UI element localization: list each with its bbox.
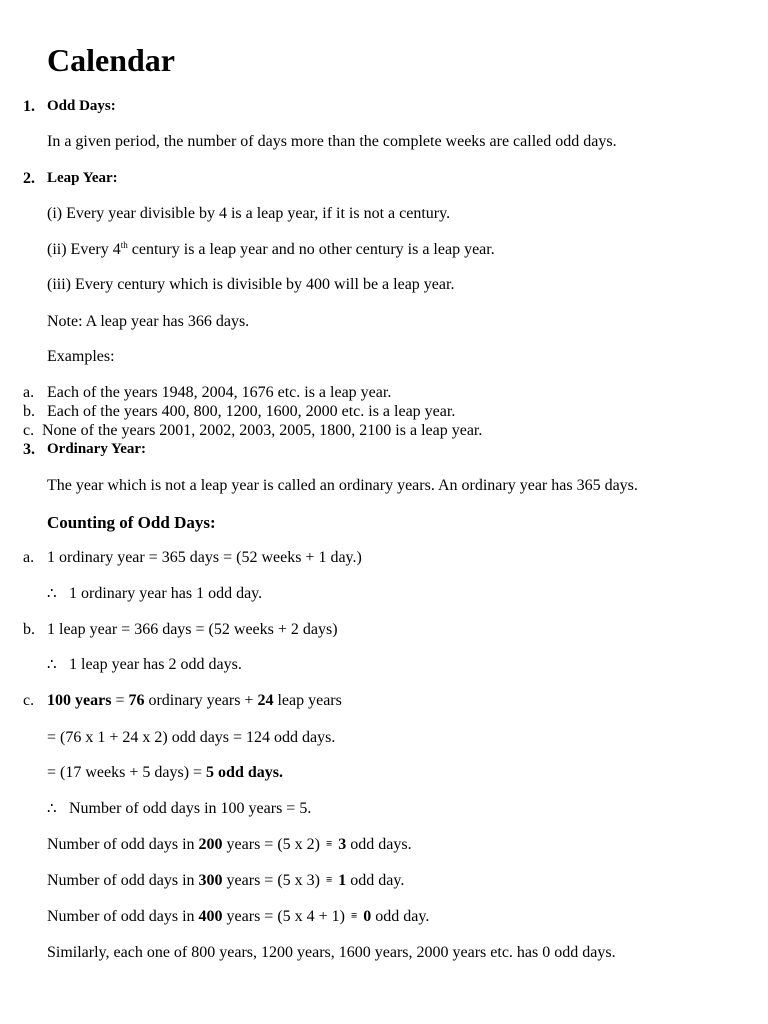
leap-note: Note: A leap year has 366 days. xyxy=(47,313,250,330)
list-marker: c. xyxy=(23,422,35,439)
leap-rule-2: (ii) Every 4th century is a leap year and no other century is a leap year. xyxy=(47,240,495,258)
equivalent-icon: ≡ xyxy=(325,838,333,850)
odd-days-row-200: Number of odd days in 200 years = (5 x 2) ≡ 3 odd days. xyxy=(47,836,412,853)
section-heading-ordinary-year: Ordinary Year: xyxy=(47,441,147,457)
therefore-icon: ∴ xyxy=(47,586,57,602)
leap-rule-1: (i) Every year divisible by 4 is a leap year, if it is not a century. xyxy=(47,205,451,222)
century-calc-step-1: = (76 x 1 + 24 x 2) odd days = 124 odd days. xyxy=(47,729,336,746)
section-heading-leap-year: Leap Year: xyxy=(47,170,118,186)
section-number: 2. xyxy=(23,170,35,187)
equivalent-icon: ≡ xyxy=(325,874,333,886)
section-heading-odd-days: Odd Days: xyxy=(47,98,116,114)
list-item: Each of the years 1948, 2004, 1676 etc. is a leap year. xyxy=(47,384,392,401)
odd-days-row-300: Number of odd days in 300 years = (5 x 3) ≡ 1 odd day. xyxy=(47,872,405,889)
page-title: Calendar xyxy=(47,42,175,78)
odd-days-definition: In a given period, the number of days more than the complete weeks are called odd days. xyxy=(47,133,617,150)
list-item: Each of the years 400, 800, 1200, 1600, 2000 etc. is a leap year. xyxy=(47,403,456,420)
therefore-icon: ∴ xyxy=(47,801,57,817)
ordinary-year-result: ∴ 1 ordinary year has 1 odd day. xyxy=(47,585,263,602)
examples-label: Examples: xyxy=(47,348,115,365)
list-item: None of the years 2001, 2002, 2003, 2005, 1800, 2100 is a leap year. xyxy=(42,422,483,439)
equivalent-icon: ≡ xyxy=(351,910,358,922)
list-marker: a. xyxy=(23,384,35,401)
century-calc-step-2: = (17 weeks + 5 days) = 5 odd days. xyxy=(47,764,283,781)
counting-heading: Counting of Odd Days: xyxy=(47,513,216,532)
section-number: 3. xyxy=(23,441,35,458)
section-number: 1. xyxy=(23,98,35,115)
odd-days-row-400: Number of odd days in 400 years = (5 x 4 + 1) ≡ 0 odd day. xyxy=(47,908,430,925)
list-marker: b. xyxy=(23,403,35,420)
therefore-icon: ∴ xyxy=(47,657,57,673)
century-calc: 100 years = 76 ordinary years + 24 leap years xyxy=(47,692,342,709)
similarly-note: Similarly, each one of 800 years, 1200 years, 1600 years, 2000 years etc. has 0 odd days. xyxy=(47,944,616,961)
list-marker: a. xyxy=(23,549,35,566)
leap-year-result: ∴ 1 leap year has 2 odd days. xyxy=(47,656,242,673)
leap-rule-3: (iii) Every century which is divisible by 400 will be a leap year. xyxy=(47,276,455,293)
list-marker: c. xyxy=(23,692,35,709)
leap-year-calc: 1 leap year = 366 days = (52 weeks + 2 days) xyxy=(47,621,338,638)
list-marker: b. xyxy=(23,621,35,638)
ordinary-year-calc: 1 ordinary year = 365 days = (52 weeks + 1 day.) xyxy=(47,549,362,566)
century-result: ∴ Number of odd days in 100 years = 5. xyxy=(47,800,312,817)
ordinary-year-definition: The year which is not a leap year is called an ordinary years. An ordinary year has 365 days. xyxy=(47,477,638,494)
